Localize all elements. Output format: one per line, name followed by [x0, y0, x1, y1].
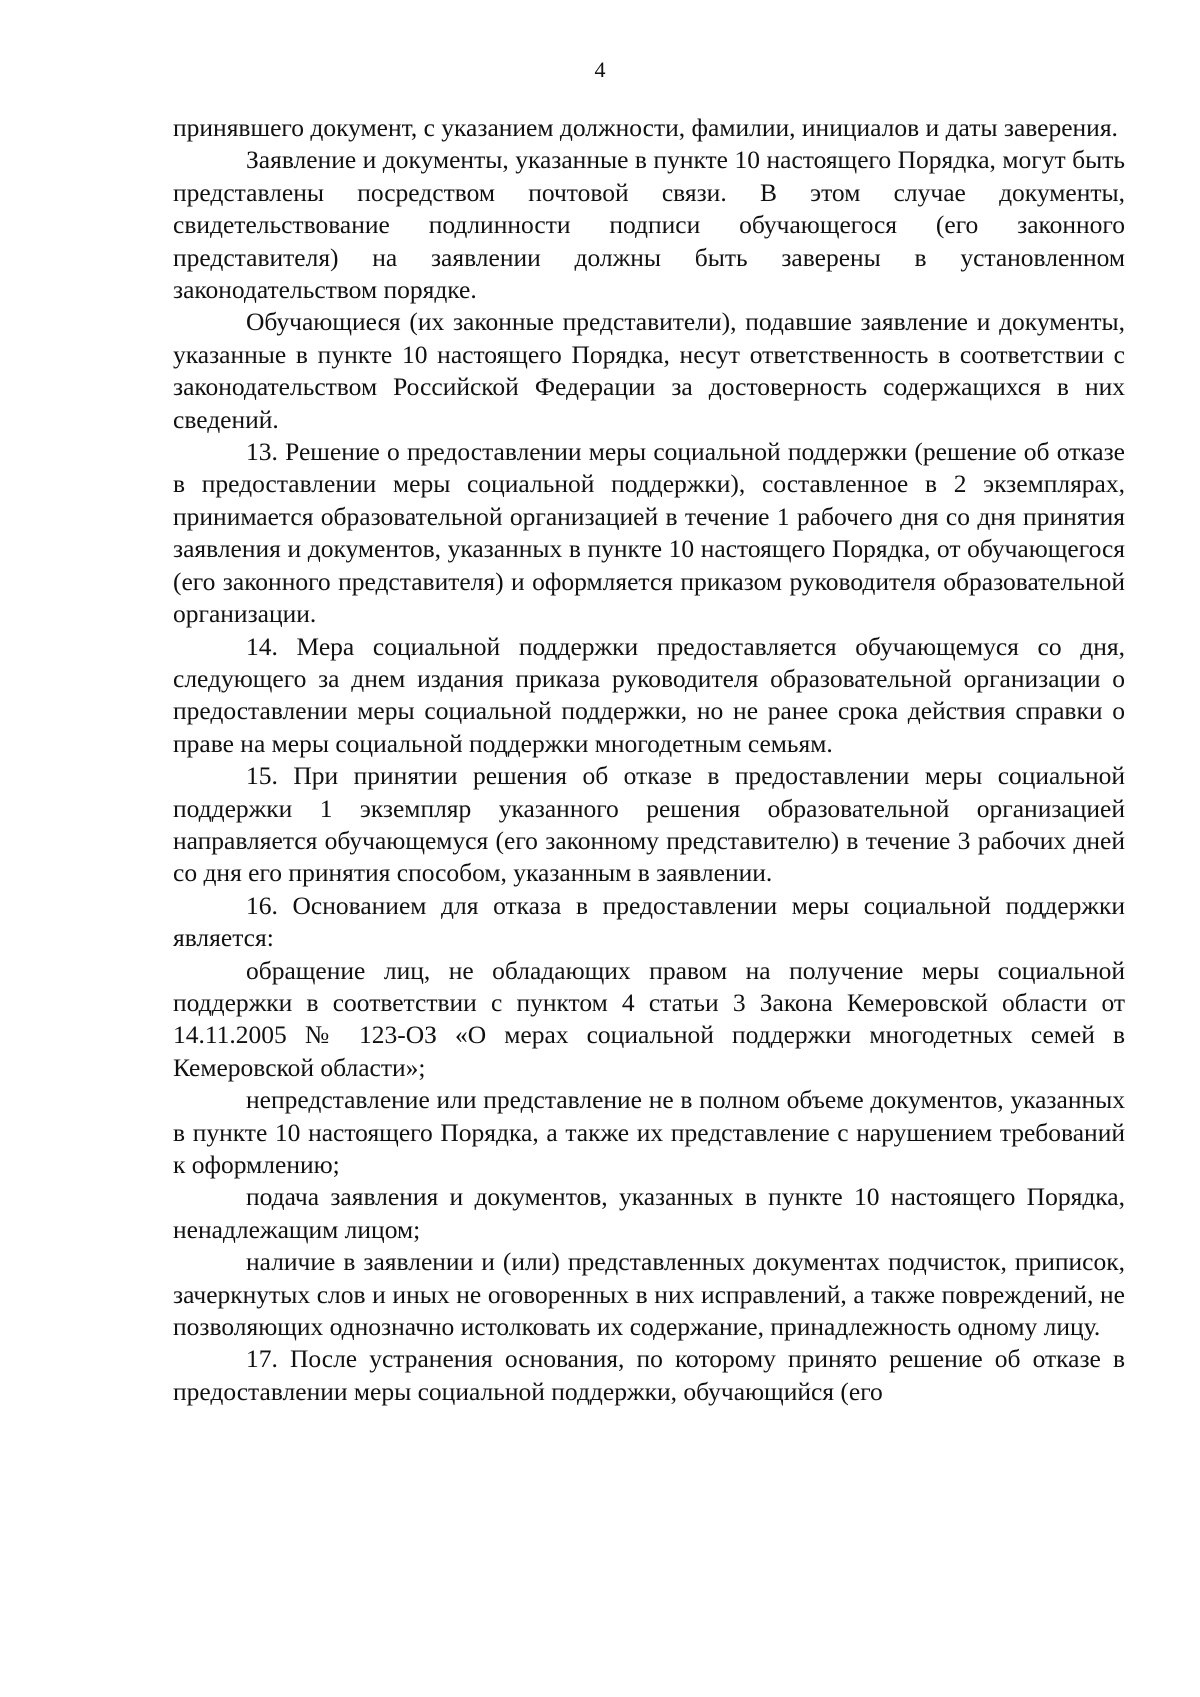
- paragraph-16: 16. Основанием для отказа в предоставлении меры социальной поддержки является:: [173, 890, 1125, 953]
- paragraph-14: 14. Мера социальной поддержки предоставляется обучающемуся со дня, следующего за днем издания приказа руководителя образовательной организации о предоставлении меры социальной поддержки, но не ранее срока действия справки о праве на меры социальной поддержки многодетным семьям.: [173, 631, 1125, 758]
- page-number: 4: [594, 57, 606, 82]
- refusal-ground-3: подача заявления и документов, указанных в пункте 10 настоящего Порядка, ненадлежащим лицом;: [173, 1182, 1125, 1244]
- document-body: [173, 112, 1125, 1408]
- refusal-ground-2: непредставление или представление не в полном объеме документов, указанных в пункте 10 настоящего Порядка, а также их представление с нарушением требований к оформлению;: [173, 1085, 1125, 1179]
- refusal-ground-4: наличие в заявлении и (или) представленных документах подчисток, приписок, зачеркнутых слов и иных не оговоренных в них исправлений, а также повреждений, не позволяющих однозначно истолковать их содержание, принадлежность одному лицу.: [173, 1247, 1125, 1342]
- paragraph-continuation: принявшего документ, с указанием должности, фамилии, инициалов и даты заверения.: [173, 113, 1118, 142]
- paragraph-17: 17. После устранения основания, по которому принято решение об отказе в предоставлении меры социальной поддержки, обучающийся (его: [173, 1344, 1125, 1406]
- paragraph-responsibility: Обучающиеся (их законные представители), подавшие заявление и документы, указанные в пункте 10 настоящего Порядка, несут ответственность в соответствии с законодательством Российской Федерации за достоверность содержащихся в них сведений.: [173, 307, 1125, 434]
- paragraph-13: 13. Решение о предоставлении меры социальной поддержки (решение об отказе в предоставлении меры социальной поддержки), составленное в 2 экземплярах, принимается образовательной организацией в течение 1 рабочего дня со дня принятия заявления и документов, указанных в пункте 10 настоящего Порядка, от обучающегося (его законного представителя) и оформляется приказом руководителя образовательной организации.: [173, 437, 1125, 629]
- refusal-ground-1: обращение лиц, не обладающих правом на получение меры социальной поддержки в соответствии с пунктом 4 статьи 3 Закона Кемеровской области от 14.11.2005 № 123-ОЗ «О мерах социальной поддержки многодетных семей в Кемеровской области»;: [173, 955, 1125, 1082]
- paragraph-postal-submission: Заявление и документы, указанные в пункте 10 настоящего Порядка, могут быть представлены посредством почтовой связи. В этом случае документы, свидетельствование подлинности подписи обучающегося (его законного представителя) на заявлении должны быть заверены в установленном законодательством порядке.: [173, 145, 1125, 305]
- paragraph-15: 15. При принятии решения об отказе в предоставлении меры социальной поддержки 1 экземпляр указанного решения образовательной организацией направляется обучающемуся (его законному представителю) в течение 3 рабочих дней со дня его принятия способом, указанным в заявлении.: [173, 761, 1125, 888]
